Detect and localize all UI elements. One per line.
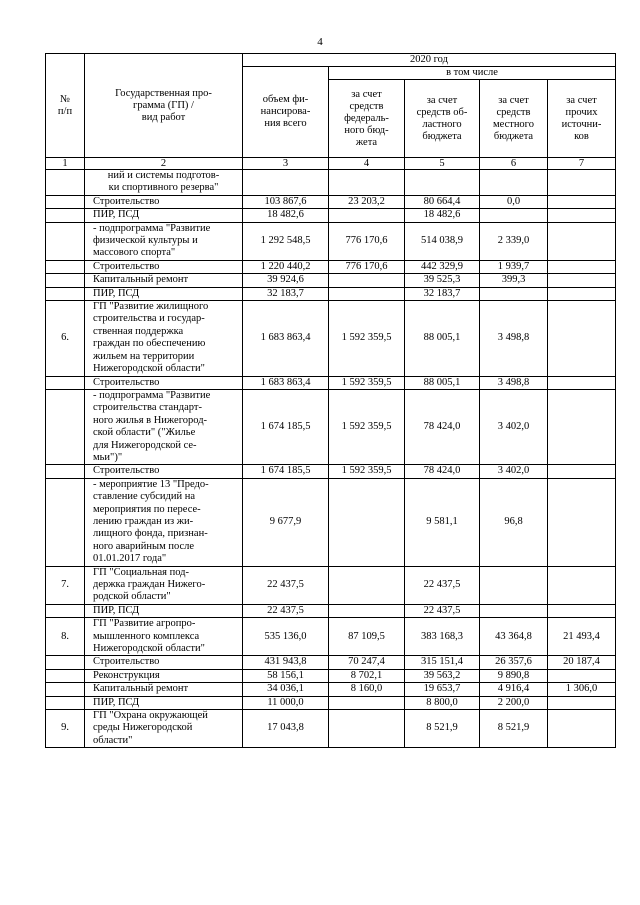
cell-federal: 1 592 359,5 <box>329 389 405 464</box>
cell-idx: 9. <box>46 710 85 748</box>
table-row <box>46 696 616 709</box>
cell-idx <box>46 376 85 389</box>
table-row <box>46 465 616 478</box>
header-local: за счет средств местного бюджета <box>480 80 548 158</box>
cell-regional <box>405 170 480 196</box>
cell-idx <box>46 287 85 300</box>
column-numbers-row <box>46 158 616 170</box>
cell-total: 17 043,8 <box>243 710 329 748</box>
cell-other <box>548 465 616 478</box>
cell-other <box>548 274 616 287</box>
table-row <box>46 478 616 566</box>
column-number: 7 <box>548 158 616 170</box>
cell-name: Капитальный ремонт <box>85 683 243 696</box>
header-program: Государственная про- грамма (ГП) / вид работ <box>85 54 243 158</box>
cell-regional: 78 424,0 <box>405 465 480 478</box>
cell-federal: 776 170,6 <box>329 260 405 273</box>
cell-other <box>548 301 616 376</box>
table-body <box>46 170 616 748</box>
cell-total <box>243 170 329 196</box>
cell-local: 3 498,8 <box>480 301 548 376</box>
cell-other <box>548 696 616 709</box>
cell-local: 43 364,8 <box>480 618 548 656</box>
cell-regional: 88 005,1 <box>405 376 480 389</box>
column-number: 2 <box>85 158 243 170</box>
cell-local <box>480 566 548 604</box>
cell-idx <box>46 274 85 287</box>
cell-total: 431 943,8 <box>243 656 329 669</box>
cell-regional: 8 800,0 <box>405 696 480 709</box>
cell-other <box>548 566 616 604</box>
cell-local: 2 339,0 <box>480 222 548 260</box>
page-number: 4 <box>317 36 323 48</box>
cell-local <box>480 287 548 300</box>
cell-local: 1 939,7 <box>480 260 548 273</box>
cell-local: 399,3 <box>480 274 548 287</box>
cell-idx <box>46 604 85 617</box>
table-row <box>46 683 616 696</box>
cell-federal: 1 592 359,5 <box>329 376 405 389</box>
cell-name: ПИР, ПСД <box>85 696 243 709</box>
table-row <box>46 710 616 748</box>
cell-other: 20 187,4 <box>548 656 616 669</box>
cell-local: 96,8 <box>480 478 548 566</box>
cell-other <box>548 604 616 617</box>
table-row <box>46 618 616 656</box>
cell-other <box>548 260 616 273</box>
cell-name: Строительство <box>85 656 243 669</box>
cell-federal <box>329 604 405 617</box>
cell-other <box>548 209 616 222</box>
cell-local: 8 521,9 <box>480 710 548 748</box>
cell-total: 34 036,1 <box>243 683 329 696</box>
header-year: 2020 год <box>243 54 616 67</box>
table-header <box>46 54 616 170</box>
cell-name: Строительство <box>85 195 243 208</box>
investment-program-table <box>45 53 616 748</box>
cell-regional: 88 005,1 <box>405 301 480 376</box>
column-number: 3 <box>243 158 329 170</box>
header-other: за счет прочих источни- ков <box>548 80 616 158</box>
table-row <box>46 209 616 222</box>
table-row <box>46 669 616 682</box>
cell-local <box>480 170 548 196</box>
cell-idx <box>46 478 85 566</box>
cell-other <box>548 222 616 260</box>
table-row <box>46 222 616 260</box>
cell-federal <box>329 478 405 566</box>
table-row <box>46 656 616 669</box>
cell-regional: 32 183,7 <box>405 287 480 300</box>
cell-federal: 1 592 359,5 <box>329 465 405 478</box>
cell-federal: 87 109,5 <box>329 618 405 656</box>
cell-federal <box>329 274 405 287</box>
cell-regional: 22 437,5 <box>405 566 480 604</box>
cell-total: 103 867,6 <box>243 195 329 208</box>
cell-name: Строительство <box>85 465 243 478</box>
table-row <box>46 260 616 273</box>
cell-total: 22 437,5 <box>243 566 329 604</box>
cell-idx <box>46 696 85 709</box>
cell-idx: 8. <box>46 618 85 656</box>
cell-total: 1 674 185,5 <box>243 389 329 464</box>
header-federal: за счет средств федераль- ного бюд- жета <box>329 80 405 158</box>
cell-name: Строительство <box>85 376 243 389</box>
cell-federal: 8 702,1 <box>329 669 405 682</box>
cell-regional: 78 424,0 <box>405 389 480 464</box>
cell-name: ГП "Развитие агропро- мышленного комплекса Нижегородской области" <box>85 618 243 656</box>
cell-other <box>548 195 616 208</box>
header-including: в том числе <box>329 67 616 80</box>
cell-local: 26 357,6 <box>480 656 548 669</box>
cell-other <box>548 478 616 566</box>
cell-other <box>548 287 616 300</box>
cell-other <box>548 710 616 748</box>
cell-local <box>480 604 548 617</box>
cell-total: 18 482,6 <box>243 209 329 222</box>
cell-federal: 8 160,0 <box>329 683 405 696</box>
column-number: 5 <box>405 158 480 170</box>
table-row <box>46 604 616 617</box>
cell-name: Реконструкция <box>85 669 243 682</box>
cell-name: - подпрограмма "Развитие строительства стандарт- ного жилья в Нижегород- ской области" ("Жилье для Нижегородской се- мьи")" <box>85 389 243 464</box>
cell-regional: 8 521,9 <box>405 710 480 748</box>
cell-local: 2 200,0 <box>480 696 548 709</box>
cell-regional: 383 168,3 <box>405 618 480 656</box>
cell-local: 4 916,4 <box>480 683 548 696</box>
cell-federal: 70 247,4 <box>329 656 405 669</box>
cell-total: 1 674 185,5 <box>243 465 329 478</box>
cell-idx <box>46 683 85 696</box>
cell-regional: 442 329,9 <box>405 260 480 273</box>
cell-idx <box>46 170 85 196</box>
cell-idx <box>46 260 85 273</box>
cell-name: ний и системы подготов- ки спортивного резерва" <box>85 170 243 196</box>
cell-name: - подпрограмма "Развитие физической культуры и массового спорта" <box>85 222 243 260</box>
cell-total: 1 292 548,5 <box>243 222 329 260</box>
cell-total: 22 437,5 <box>243 604 329 617</box>
cell-name: ПИР, ПСД <box>85 287 243 300</box>
cell-total: 9 677,9 <box>243 478 329 566</box>
cell-federal <box>329 710 405 748</box>
cell-idx <box>46 669 85 682</box>
table-row <box>46 389 616 464</box>
table-row <box>46 195 616 208</box>
cell-regional: 39 563,2 <box>405 669 480 682</box>
cell-federal <box>329 170 405 196</box>
cell-other <box>548 376 616 389</box>
cell-other <box>548 170 616 196</box>
cell-name: ГП "Охрана окружающей среды Нижегородской области" <box>85 710 243 748</box>
table-row <box>46 376 616 389</box>
cell-federal <box>329 696 405 709</box>
cell-name: Капитальный ремонт <box>85 274 243 287</box>
cell-regional: 9 581,1 <box>405 478 480 566</box>
column-number: 4 <box>329 158 405 170</box>
cell-federal: 23 203,2 <box>329 195 405 208</box>
header-num: № п/п <box>46 54 85 158</box>
cell-regional: 18 482,6 <box>405 209 480 222</box>
cell-local: 3 498,8 <box>480 376 548 389</box>
cell-idx <box>46 389 85 464</box>
table-row <box>46 274 616 287</box>
cell-total: 32 183,7 <box>243 287 329 300</box>
cell-total: 1 683 863,4 <box>243 301 329 376</box>
cell-other <box>548 669 616 682</box>
cell-total: 58 156,1 <box>243 669 329 682</box>
cell-idx <box>46 195 85 208</box>
cell-regional: 315 151,4 <box>405 656 480 669</box>
header-regional: за счет средств об- ластного бюджета <box>405 80 480 158</box>
cell-regional: 22 437,5 <box>405 604 480 617</box>
cell-federal: 1 592 359,5 <box>329 301 405 376</box>
cell-local: 3 402,0 <box>480 389 548 464</box>
cell-idx <box>46 209 85 222</box>
cell-local: 9 890,8 <box>480 669 548 682</box>
cell-regional: 80 664,4 <box>405 195 480 208</box>
cell-other: 1 306,0 <box>548 683 616 696</box>
cell-federal <box>329 209 405 222</box>
cell-total: 535 136,0 <box>243 618 329 656</box>
cell-regional: 39 525,3 <box>405 274 480 287</box>
cell-idx <box>46 465 85 478</box>
header-total: объем фи- нансирова- ния всего <box>243 67 329 158</box>
cell-total: 1 220 440,2 <box>243 260 329 273</box>
cell-other: 21 493,4 <box>548 618 616 656</box>
column-number: 6 <box>480 158 548 170</box>
cell-name: ПИР, ПСД <box>85 209 243 222</box>
cell-federal: 776 170,6 <box>329 222 405 260</box>
cell-name: ГП "Социальная под- держка граждан Нижего- родской области" <box>85 566 243 604</box>
table-row <box>46 566 616 604</box>
cell-federal <box>329 566 405 604</box>
cell-total: 39 924,6 <box>243 274 329 287</box>
cell-total: 11 000,0 <box>243 696 329 709</box>
cell-idx: 6. <box>46 301 85 376</box>
cell-idx <box>46 222 85 260</box>
cell-idx: 7. <box>46 566 85 604</box>
cell-local <box>480 209 548 222</box>
cell-regional: 514 038,9 <box>405 222 480 260</box>
cell-idx <box>46 656 85 669</box>
column-number: 1 <box>46 158 85 170</box>
table-row <box>46 287 616 300</box>
cell-name: - мероприятие 13 "Предо- ставление субсидий на мероприятия по пересе- лению граждан из жи- лищного фонда, признан- ного аварийным после 01.01.2017 года" <box>85 478 243 566</box>
cell-local: 0,0 <box>480 195 548 208</box>
table-row <box>46 170 616 196</box>
cell-name: ГП "Развитие жилищного строительства и государ- ственная поддержка граждан по обеспечению жильем на территории Нижегородской области" <box>85 301 243 376</box>
cell-total: 1 683 863,4 <box>243 376 329 389</box>
cell-regional: 19 653,7 <box>405 683 480 696</box>
table-row <box>46 301 616 376</box>
cell-federal <box>329 287 405 300</box>
cell-other <box>548 389 616 464</box>
cell-name: ПИР, ПСД <box>85 604 243 617</box>
cell-local: 3 402,0 <box>480 465 548 478</box>
cell-name: Строительство <box>85 260 243 273</box>
